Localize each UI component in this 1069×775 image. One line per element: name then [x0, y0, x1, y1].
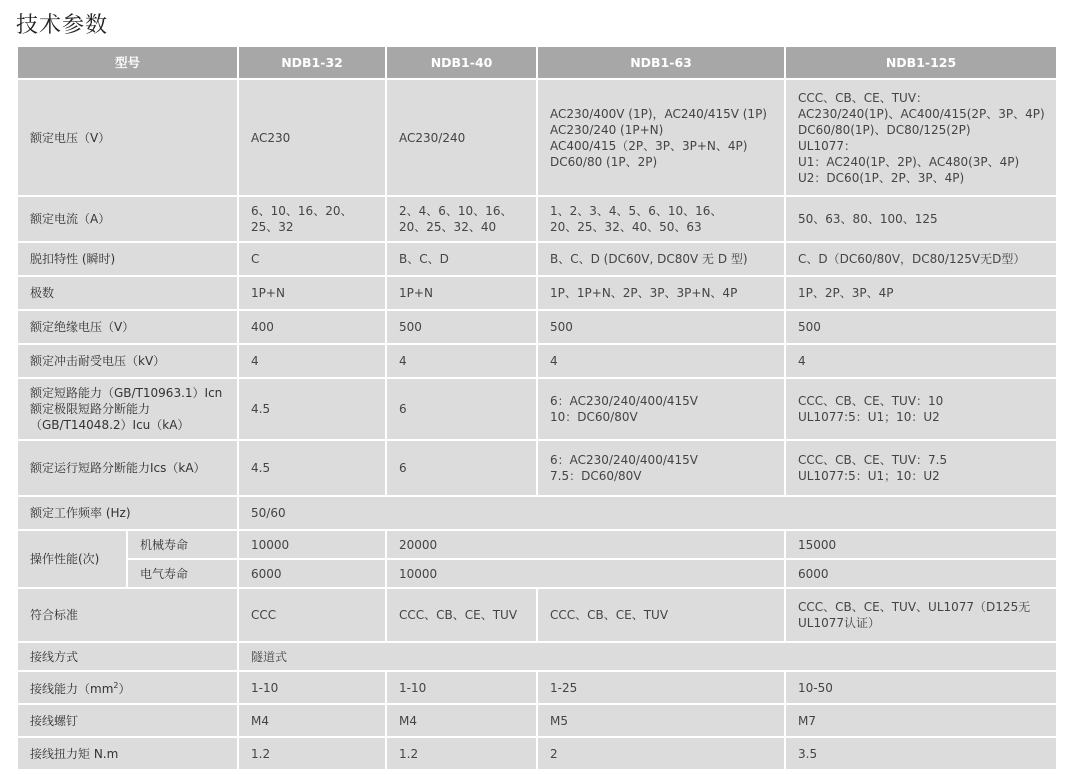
cell	[238, 378, 386, 440]
cell	[785, 671, 1057, 704]
cell-line: UL1077认证）	[798, 616, 881, 630]
label-service-breaking: 额定运行短路分断能力Ics（kA）	[17, 440, 238, 496]
cell-line: CCC、CB、CE、TUV	[399, 608, 518, 622]
cell-line: AC230/240(1P)、AC400/415(2P、3P、4P)	[798, 106, 1045, 121]
cell-line: CCC、CB、CE、TUV、UL1077（D125无	[798, 600, 1031, 614]
cell	[785, 440, 1057, 496]
cell	[537, 79, 785, 196]
cell: 15000	[785, 530, 1057, 559]
row-mechanical-life	[17, 530, 1057, 559]
cell: 6000	[785, 559, 1057, 588]
cell: 10000	[238, 530, 386, 559]
cell-line: 1-25	[550, 680, 578, 695]
cell	[537, 310, 785, 344]
cell-line: CCC、CB、CE、TUV：	[798, 90, 929, 105]
cell-line: （GB/T14048.2）Icu（kA）	[30, 418, 190, 432]
cell-line: C	[251, 252, 260, 266]
cell	[386, 378, 537, 440]
label-trip-characteristic: 脱扣特性 (瞬时)	[17, 242, 238, 276]
cell-line: 500	[550, 320, 573, 334]
label-terminal-screw: 接线螺钉	[17, 704, 238, 737]
cell	[785, 79, 1057, 196]
cell	[537, 671, 785, 704]
table-header-row	[17, 46, 1057, 79]
label-wiring-capacity-sup: 2	[113, 681, 119, 690]
cell-line: 10-50	[798, 680, 833, 695]
cell	[537, 737, 785, 770]
label-frequency: 额定工作频率 (Hz)	[17, 496, 238, 530]
header-model: 型号	[17, 46, 238, 79]
cell	[537, 196, 785, 242]
label-short-circuit	[17, 378, 238, 440]
cell	[386, 440, 537, 496]
row-wiring-method	[17, 642, 1057, 671]
cell	[785, 704, 1057, 737]
cell	[238, 704, 386, 737]
cell-line: UL1077：	[798, 138, 857, 153]
cell	[386, 588, 537, 642]
cell-line: 1、2、3、4、5、6、10、16、	[550, 204, 723, 218]
cell	[238, 276, 386, 310]
cell-line: 3.5	[798, 746, 818, 761]
label-wiring-capacity	[17, 671, 238, 704]
cell	[386, 704, 537, 737]
label-wiring-capacity-end: ）	[118, 682, 131, 696]
cell-line: 1P+N	[251, 286, 285, 300]
header-ndb1-32: NDB1-32	[238, 46, 386, 79]
row-torque	[17, 737, 1057, 770]
cell-line: M4	[399, 713, 418, 728]
cell-line: 4	[798, 354, 806, 368]
cell-line: CCC	[251, 608, 277, 622]
cell	[785, 276, 1057, 310]
cell	[386, 344, 537, 378]
cell-line: B、C、D (DC60V, DC80V 无 D 型)	[550, 252, 748, 266]
cell-line: 4.5	[251, 461, 271, 475]
cell-line: 20、25、32、40、50、63	[550, 220, 702, 234]
cell-line: 25、32	[251, 220, 294, 234]
cell: 50/60	[238, 496, 1057, 530]
cell-line: 4	[251, 354, 259, 368]
row-terminal-screw	[17, 704, 1057, 737]
cell-line: CCC、CB、CE、TUV：10	[798, 394, 944, 408]
label-standards: 符合标准	[17, 588, 238, 642]
label-wiring-capacity-text: 接线能力（mm	[30, 682, 114, 696]
cell: 隧道式	[238, 642, 1057, 671]
page-title: 技术参数	[16, 13, 109, 38]
cell-line: 1-10	[251, 680, 279, 695]
cell-line: AC400/415（2P、3P、3P+N、4P)	[550, 138, 748, 153]
cell-line: UL1077:5：U1；10：U2	[798, 410, 940, 424]
row-standards	[17, 588, 1057, 642]
cell-line: 6、10、16、20、	[251, 204, 353, 218]
cell-line: DC60/80(1P)、DC80/125(2P)	[798, 122, 971, 137]
cell	[785, 737, 1057, 770]
cell-line: 1P、2P、3P、4P	[798, 286, 894, 300]
cell-line: 1.2	[399, 746, 419, 761]
cell-line: 500	[798, 320, 821, 334]
row-short-circuit	[17, 378, 1057, 440]
label-insulation-voltage: 额定绝缘电压（V）	[17, 310, 238, 344]
cell-line: 1P+N	[399, 286, 433, 300]
spec-table	[16, 45, 1058, 771]
cell-line: 4.5	[251, 402, 271, 416]
cell-line: 10：DC60/80V	[550, 410, 638, 424]
cell-line: M5	[550, 713, 569, 728]
cell	[537, 276, 785, 310]
row-impulse-voltage	[17, 344, 1057, 378]
cell-line: AC230/240 (1P+N)	[550, 122, 664, 137]
cell	[386, 196, 537, 242]
cell-line: 2、4、6、10、16、	[399, 204, 513, 218]
label-rated-current: 额定电流（A）	[17, 196, 238, 242]
cell-line: DC60/80 (1P、2P)	[550, 154, 658, 169]
cell-line: M7	[798, 713, 817, 728]
cell: 20000	[386, 530, 785, 559]
cell	[537, 588, 785, 642]
header-ndb1-125: NDB1-125	[785, 46, 1057, 79]
label-torque: 接线扭力矩 N.m	[17, 737, 238, 770]
cell	[537, 704, 785, 737]
row-poles	[17, 276, 1057, 310]
row-electrical-life	[17, 559, 1057, 588]
cell	[238, 242, 386, 276]
cell-line: 6：AC230/240/400/415V	[550, 453, 698, 467]
label-electrical-life: 电气寿命	[127, 559, 238, 588]
label-mechanical-life: 机械寿命	[127, 530, 238, 559]
cell-line: 1-10	[399, 680, 427, 695]
cell-line: 6：AC230/240/400/415V	[550, 394, 698, 408]
cell	[785, 344, 1057, 378]
cell-line: 6	[399, 461, 407, 475]
cell	[537, 242, 785, 276]
cell-line: CCC、CB、CE、TUV	[550, 608, 669, 622]
cell-line: 20、25、32、40	[399, 220, 497, 234]
cell-line: 500	[399, 320, 422, 334]
cell	[386, 310, 537, 344]
label-rated-voltage: 额定电压（V）	[17, 79, 238, 196]
row-frequency	[17, 496, 1057, 530]
label-poles: 极数	[17, 276, 238, 310]
cell-line: 1.2	[251, 746, 271, 761]
cell-line: 4	[550, 354, 558, 368]
cell	[238, 79, 386, 196]
cell	[537, 378, 785, 440]
cell	[238, 588, 386, 642]
cell-line: B、C、D	[399, 252, 449, 266]
cell	[785, 242, 1057, 276]
row-service-breaking	[17, 440, 1057, 496]
cell-line: U1：AC240(1P、2P)、AC480(3P、4P)	[798, 154, 1020, 169]
header-ndb1-63: NDB1-63	[537, 46, 785, 79]
row-rated-voltage	[17, 79, 1057, 196]
cell-line: AC230/400V (1P)，AC240/415V (1P)	[550, 106, 767, 121]
cell	[386, 671, 537, 704]
cell	[785, 588, 1057, 642]
cell-line: 额定短路能力（GB/T10963.1）Icn	[30, 386, 223, 400]
cell	[386, 276, 537, 310]
cell	[238, 440, 386, 496]
cell-line: CCC、CB、CE、TUV：7.5	[798, 453, 948, 467]
cell	[238, 196, 386, 242]
label-operation: 操作性能(次)	[17, 530, 127, 588]
label-impulse-voltage: 额定冲击耐受电压（kV）	[17, 344, 238, 378]
cell-line: 额定极限短路分断能力	[30, 402, 151, 416]
cell	[537, 440, 785, 496]
row-insulation-voltage	[17, 310, 1057, 344]
cell-line: UL1077:5：U1；10：U2	[798, 469, 940, 483]
row-wiring-capacity	[17, 671, 1057, 704]
cell	[785, 378, 1057, 440]
cell	[238, 344, 386, 378]
cell	[386, 242, 537, 276]
cell	[386, 79, 537, 196]
cell	[785, 310, 1057, 344]
cell-line: 2	[550, 746, 558, 761]
cell	[238, 737, 386, 770]
row-trip-characteristic	[17, 242, 1057, 276]
cell	[785, 196, 1057, 242]
cell-line: 400	[251, 320, 274, 334]
cell-line: 50、63、80、100、125	[798, 212, 938, 226]
header-ndb1-40: NDB1-40	[386, 46, 537, 79]
cell-line: AC230/240	[399, 130, 466, 145]
cell: 10000	[386, 559, 785, 588]
cell-line: 1P、1P+N、2P、3P、3P+N、4P	[550, 286, 738, 300]
cell-line: 6	[399, 402, 407, 416]
cell	[537, 344, 785, 378]
row-rated-current	[17, 196, 1057, 242]
cell-line: C、D（DC60/80V，DC80/125V无D型）	[798, 252, 1026, 266]
cell	[238, 671, 386, 704]
cell-line: 4	[399, 354, 407, 368]
cell-line: AC230	[251, 130, 291, 145]
cell-line: U2：DC60(1P、2P、3P、4P)	[798, 170, 965, 185]
cell-line: 7.5：DC60/80V	[550, 469, 642, 483]
cell-line: M4	[251, 713, 270, 728]
label-wiring-method: 接线方式	[17, 642, 238, 671]
cell	[386, 737, 537, 770]
cell: 6000	[238, 559, 386, 588]
cell	[238, 310, 386, 344]
